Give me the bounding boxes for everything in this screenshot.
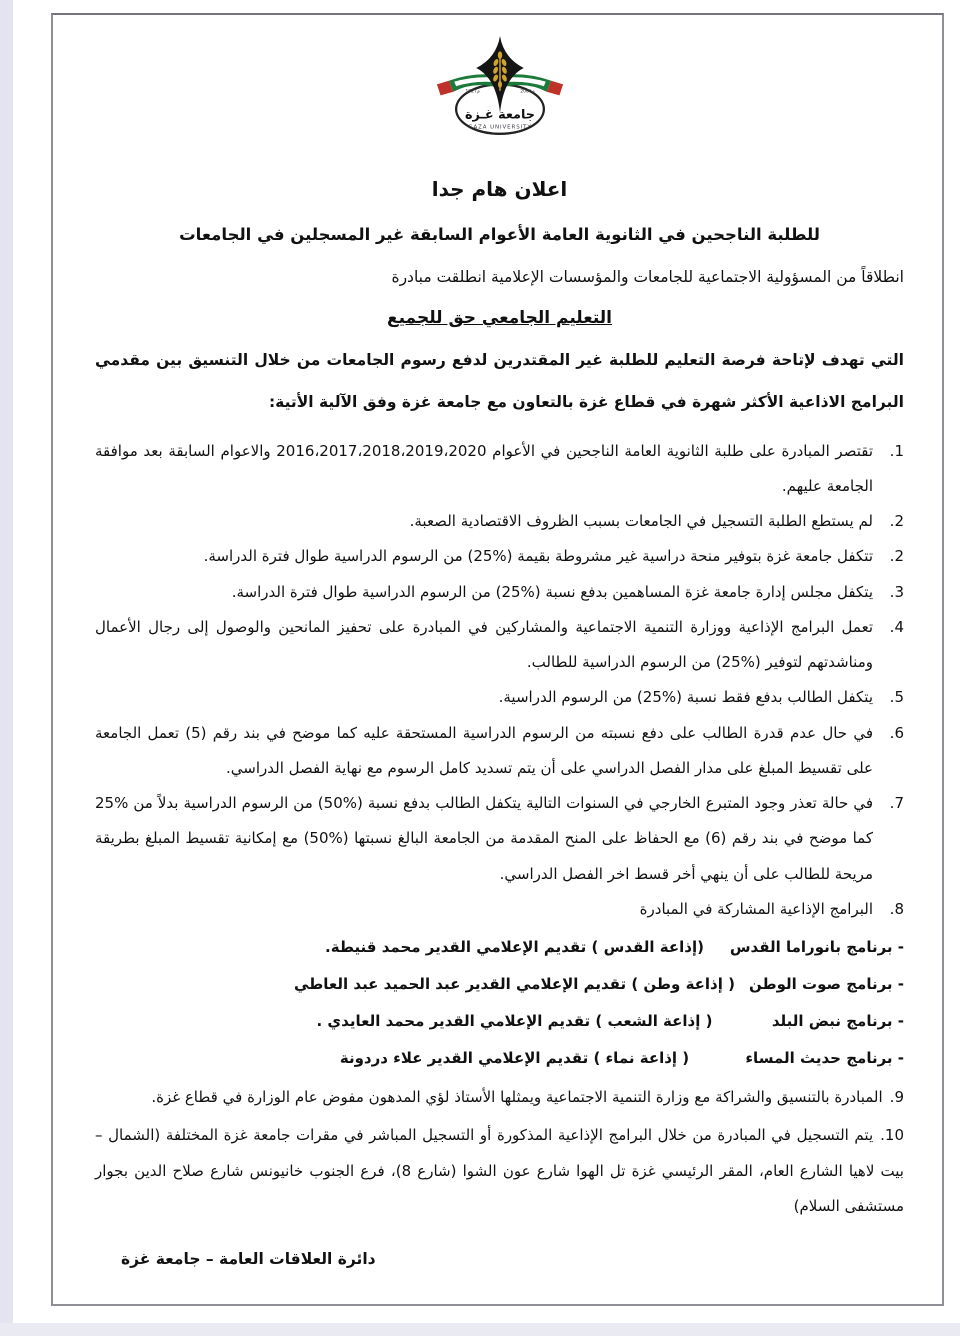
initiative-description: التي تهدف لإتاحة فرصة التعليم للطلبة غير المقتدرين لدفع رسوم الجامعات من خلال التنسيق بين مقدمي البرامج الاذاعية الأكثر شهرة في قطاع غزة بالتعاون مع جامعة غزة وفق الآلية الأتية: (95, 351, 904, 411)
list-item-8 (95, 892, 904, 927)
gaza-university-logo-icon (436, 33, 564, 145)
logo-year-right: م2006 (519, 89, 535, 95)
initiative-heading (95, 308, 904, 328)
photo-edge-left (0, 0, 13, 1336)
item-number: 3. (889, 582, 904, 601)
list-item-9 (95, 1080, 904, 1115)
item-number: 8. (889, 899, 904, 918)
item-number: 10. (880, 1126, 904, 1145)
program-name: - برنامج بانوراما القدس (729, 938, 904, 957)
list-item-1 (95, 434, 904, 505)
numbered-list (95, 434, 904, 928)
list-item-10 (95, 1118, 904, 1224)
logo-english-name: GAZA UNIVERSITY (467, 124, 532, 131)
program-row-3 (95, 1003, 904, 1040)
item-text: يتكفل الطالب بدفع فقط نسبة (%25) من الرسوم الدراسية. (498, 688, 873, 707)
page-title: اعلان هام جدا (431, 177, 568, 201)
item-number: 5. (889, 688, 904, 707)
list-item-5 (95, 680, 904, 715)
intro-line: انطلاقاً من المسؤولية الاجتماعية للجامعات والمؤسسات الإعلامية انطلقت مبادرة (391, 268, 904, 286)
logo-arabic-name: جامعة غـزة (464, 107, 535, 123)
item-number: 7. (889, 794, 904, 813)
item-text: لم يستطع الطلبة التسجيل في الجامعات بسبب الظروف الاقتصادية الصعبة. (409, 512, 873, 531)
item-text: البرامج الإذاعية المشاركة في المبادرة (639, 899, 873, 918)
list-item-6 (95, 716, 904, 787)
item-text: تتكفل جامعة غزة بتوفير منحة دراسية غير مشروطة بقيمة (%25) من الرسوم الدراسية طوال فترة الدراسة. (203, 547, 873, 566)
initiative-heading-text: التعليم الجامعي حق للجميع (387, 308, 612, 328)
signature-line: دائرة العلاقات العامة – جامعة غزة (121, 1250, 376, 1269)
item-text: يتكفل مجلس إدارة جامعة غزة المساهمين بدفع نسبة (%25) من الرسوم الدراسية طوال فترة الدراسة. (231, 582, 873, 601)
item-text: في حالة تعذر وجود المتبرع الخارجي في السنوات التالية يتكفل الطالب بدفع نسبة (%50) من الرسوم الدراسية بدلاً من %25 كما موضح في بند رقم (6) مع الحفاظ على المنح المقدمة من الجامعة البالغ نسبتها (%50) مع إمكانية تقسيط المبلغ بطريقة مريحة للطالب على أن ينهي أخر قسط اخر الفصل الدراسي. (95, 794, 873, 883)
program-name: - برنامج صوت الوطن (749, 975, 904, 994)
list-item-3 (95, 575, 904, 610)
program-details: ( إذاعة نماء ) تقديم الإعلامي القدير علاء دردونة (339, 1049, 690, 1068)
program-details: ( إذاعة الشعب ) تقديم الإعلامي القدير محمد العايدي . (316, 1012, 713, 1031)
program-name: - برنامج نبض البلد (771, 1012, 904, 1031)
item-text: المبادرة بالتنسيق والشراكة مع وزارة التنمية الاجتماعية ويمثلها الأستاذ لؤي المدهون مفوض عام الوزارة في قطاع غزة. (151, 1088, 883, 1107)
program-row-4 (95, 1040, 904, 1077)
item-text: في حال عدم قدرة الطالب على دفع نسبته من الرسوم الدراسية المستحقة عليه كما موضح في بند رقم (5) تعمل الجامعة على تقسيط المبلغ على مدار الفصل الدراسي على أن يتم تسديد كامل الرسوم مع نهاية الفصل الدراسي. (95, 723, 873, 777)
program-row-2 (95, 966, 904, 1003)
item-text: تعمل البرامج الإذاعية ووزارة التنمية الاجتماعية والمشاركين في المبادرة على تحفيز المانحين والوصول إلى رجال الأعمال ومناشدتهم لتوفير (%25) من الرسوم الدراسية للطالب. (95, 617, 873, 672)
item-number: 6. (889, 723, 904, 742)
item-text: يتم التسجيل في المبادرة من خلال البرامج الإذاعية المذكورة أو التسجيل المباشر في مقرات جامعة غزة المختلفة (الشمال – بيت لاهيا الشارع العام، المقر الرئيسي غزة تل الهوا شارع عون الشوا (شارع 8)، فرع الجنوب خانيونس شارع صلاح الدين بجوار مستشفى السلام) (95, 1126, 904, 1215)
list-item-4 (95, 610, 904, 681)
list-item-2 (95, 504, 904, 539)
item-number: 4. (889, 617, 904, 636)
item-number: 2. (889, 547, 904, 566)
item-text: تقتصر المبادرة على طلبة الثانوية العامة الناجحين في الأعوام ‭2016،2017،2018،2019،2020‬ والاعوام السابقة بعد موافقة الجامعة عليهم. (95, 441, 873, 495)
list-item-7 (95, 786, 904, 892)
document-content (53, 15, 942, 1268)
item-number: 2. (889, 512, 904, 531)
program-row-1 (95, 929, 904, 966)
program-name: - برنامج حديث المساء (745, 1049, 904, 1068)
list-item-2b (95, 539, 904, 574)
program-details: ( إذاعة وطن ) تقديم الإعلامي القدير عبد الحميد عبد العاطي (294, 975, 735, 994)
university-logo (95, 33, 904, 149)
logo-year-left: م1827 (464, 89, 480, 95)
item-number: 9. (889, 1088, 904, 1107)
program-details: (إذاعة القدس ) تقديم الإعلامي القدير محمد قنيطة. (325, 938, 704, 957)
document-page (51, 13, 944, 1306)
photo-edge-bottom (0, 1323, 960, 1336)
item-number: 1. (889, 441, 904, 460)
radio-programs-list (95, 929, 904, 1077)
page-subtitle: للطلبة الناجحين في الثانوية العامة الأعوام السابقة غير المسجلين في الجامعات (179, 225, 820, 244)
